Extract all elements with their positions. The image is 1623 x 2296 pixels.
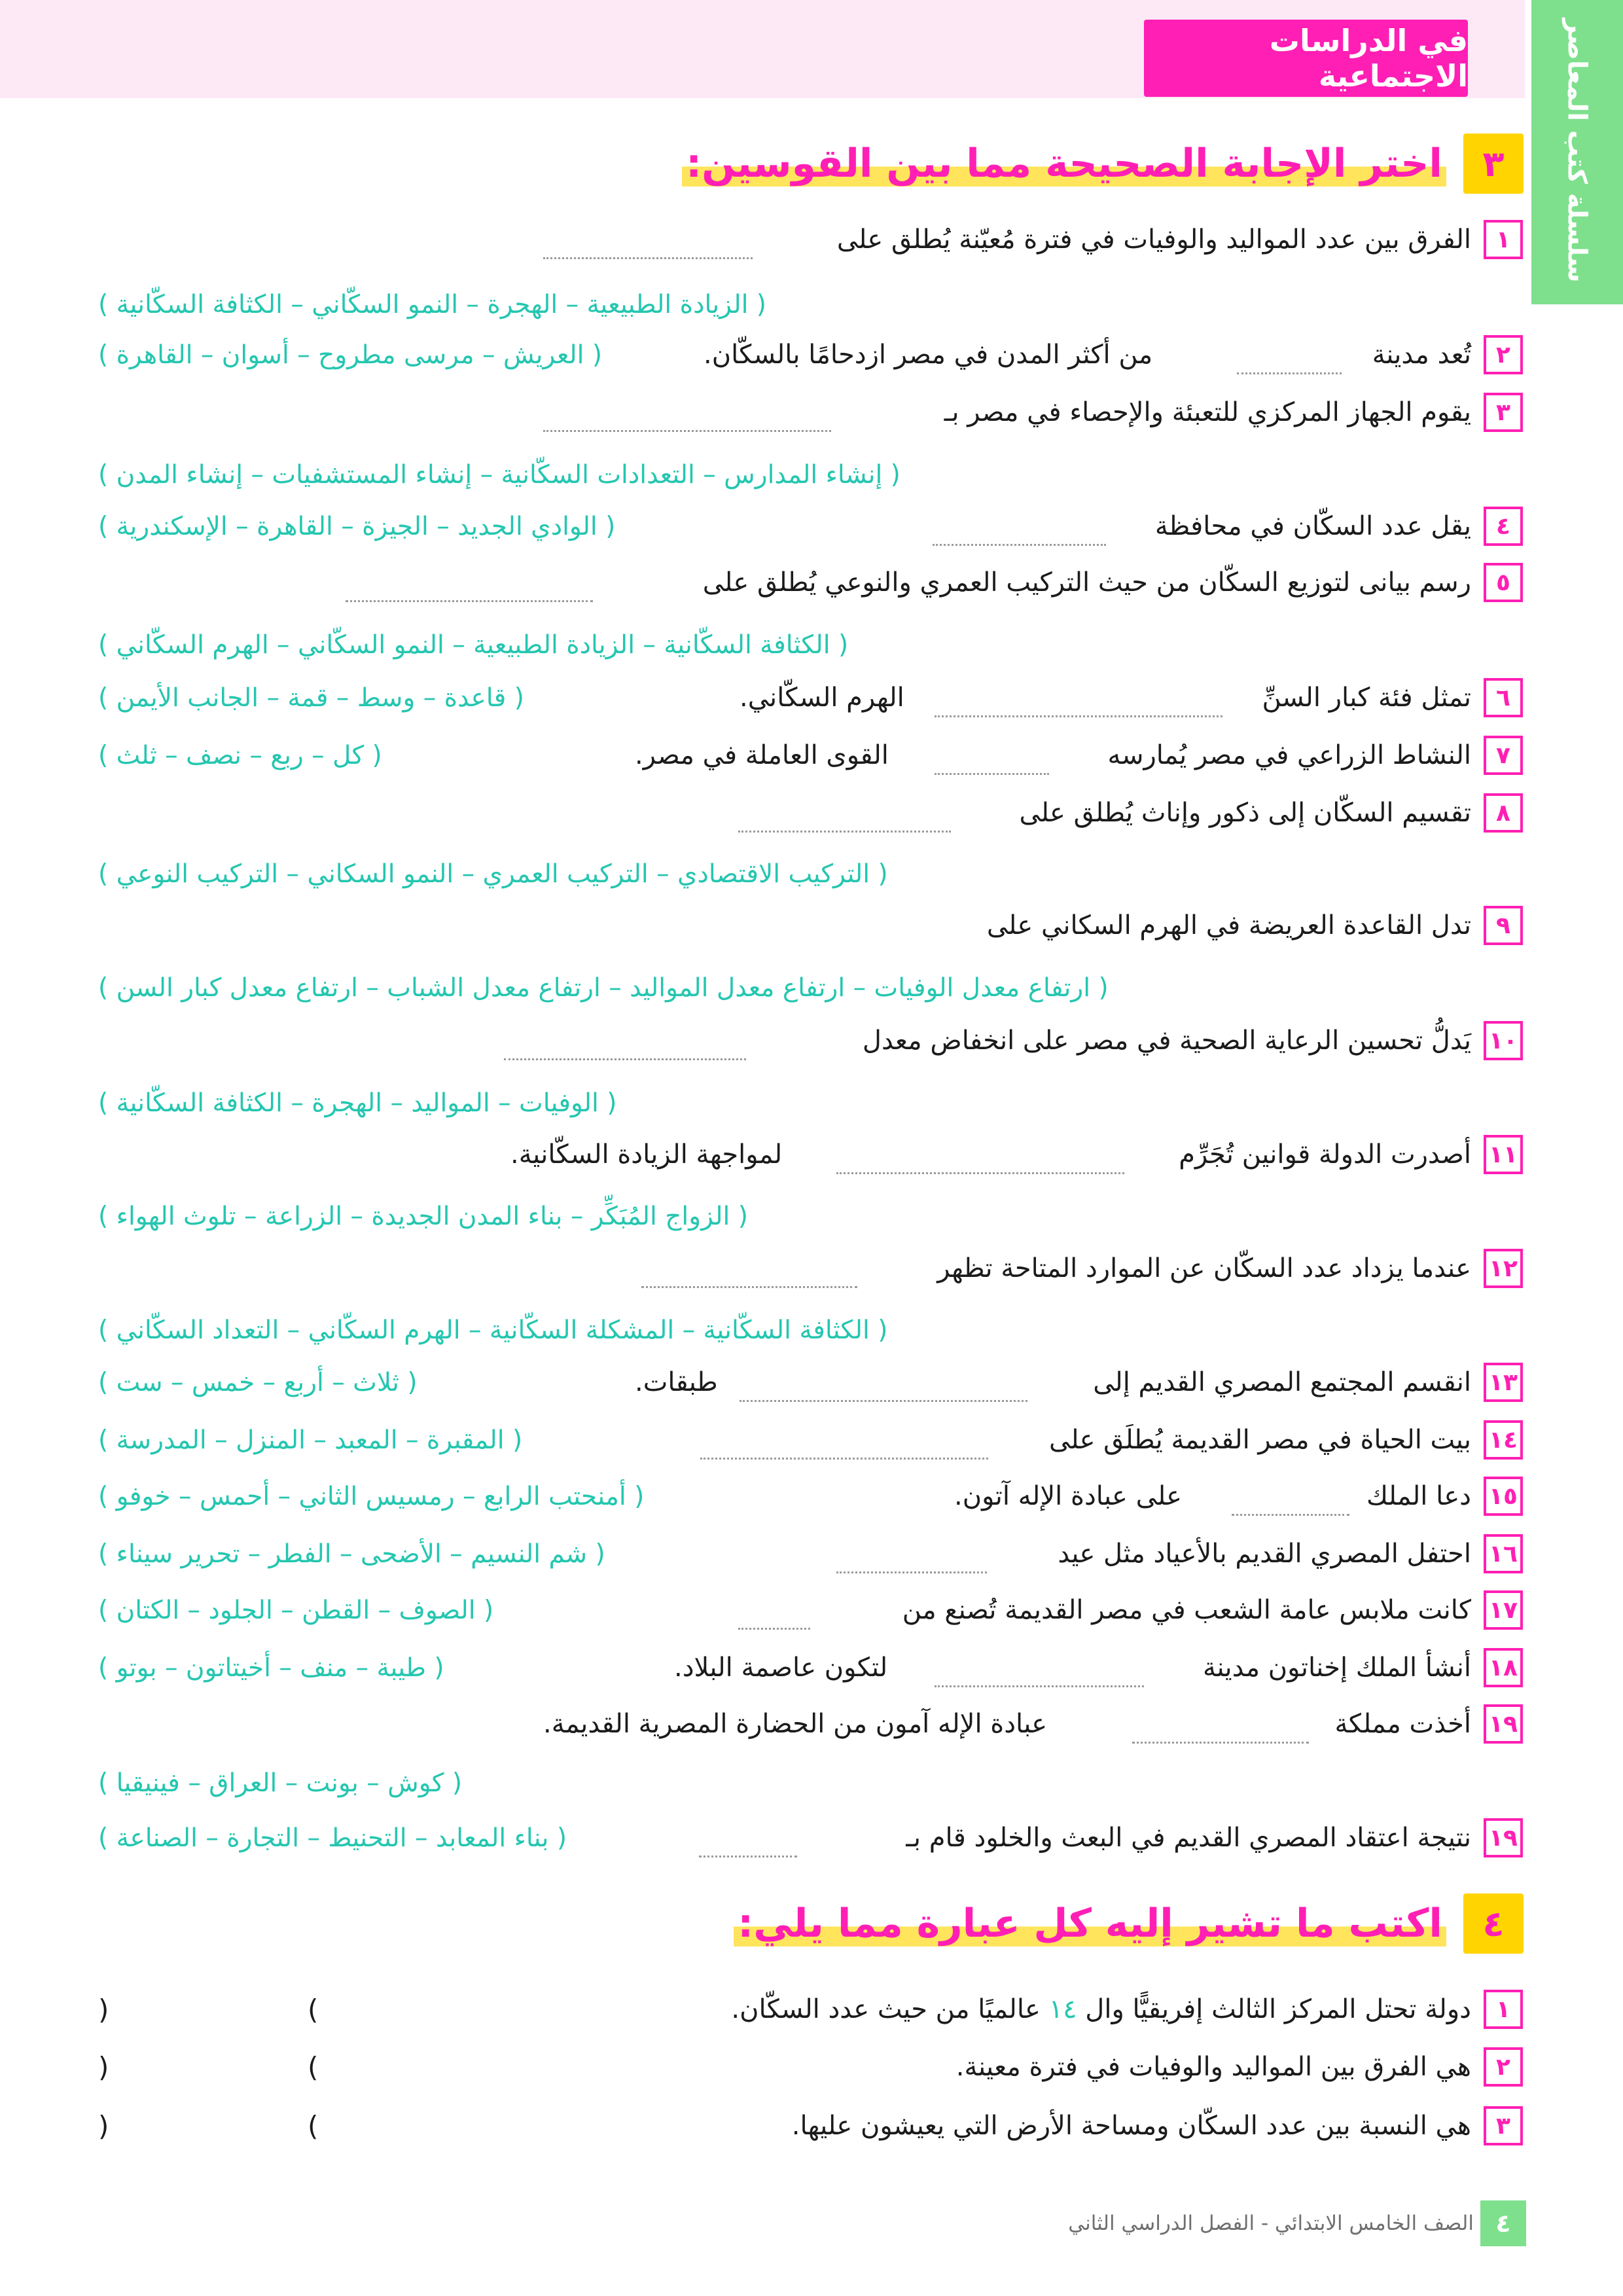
answer-blank[interactable] [1232, 1514, 1349, 1516]
brand-logo: سلسلة كتب المعاصر [1561, 18, 1592, 283]
answer-blank[interactable] [740, 1400, 1027, 1402]
question-number: ١٢ [1484, 1249, 1523, 1288]
answer-open-paren: ( [98, 2109, 109, 2142]
section3-number: ٣ [1463, 134, 1524, 194]
answer-blank[interactable] [543, 430, 831, 432]
question-number: ١٩ [1484, 1818, 1523, 1857]
answer-options: ( ثلاث – أربع – خمس – ست ) [98, 1367, 418, 1397]
question-number: ١٣ [1484, 1363, 1523, 1402]
answer-blank[interactable] [836, 1571, 987, 1573]
answer-options: ( الوادي الجديد – الجيزة – القاهرة – الإسكندرية ) [98, 511, 616, 541]
answer-blank[interactable] [1132, 1742, 1309, 1744]
question-number: ٨ [1484, 793, 1523, 833]
answer-options: ( الصوف – القطن – الجلود – الكتان ) [98, 1595, 494, 1625]
question-number: ١٥ [1484, 1477, 1523, 1516]
answer-options: ( الزواج المُبَكِّر – بناء المدن الجديدة – الزراعة – تلوث الهواء ) [98, 1201, 748, 1231]
answer-options: ( الوفيات – المواليد – الهجرة – الكثافة السكّانية ) [98, 1088, 617, 1118]
answer-options: ( كل – ربع – نصف – ثلث ) [98, 740, 382, 770]
question-text: أخذت مملكة [1334, 1709, 1471, 1739]
answer-options: ( طيبة – منف – أخيتاتون – بوتو ) [98, 1653, 444, 1683]
answer-blank[interactable] [699, 1856, 797, 1857]
item-text-part: عالميًا من حيث عدد السكّان. [731, 1994, 1041, 2024]
answer-options: ( ارتفاع معدل الوفيات – ارتفاع معدل المواليد – ارتفاع معدل الشباب – ارتفاع معدل كبار السن ) [98, 973, 1109, 1003]
page-number: ٤ [1480, 2200, 1526, 2246]
question-number: ٥ [1484, 563, 1523, 602]
answer-options: ( بناء المعابد – التحنيط – التجارة – الصناعة ) [98, 1823, 567, 1853]
question-text: بيت الحياة في مصر القديمة يُطلَق على [1049, 1425, 1471, 1455]
answer-close-paren: ) [308, 2109, 319, 2142]
item-number: ٢ [1484, 2047, 1523, 2087]
question-number: ٩ [1484, 906, 1523, 945]
question-text: طبقات. [635, 1367, 718, 1397]
answer-blank[interactable] [738, 831, 951, 833]
question-number: ١٠ [1484, 1021, 1523, 1060]
question-text: تدل القاعدة العريضة في الهرم السكاني على [986, 910, 1471, 941]
answer-blank[interactable] [836, 1172, 1124, 1174]
question-number: ١٤ [1484, 1420, 1523, 1460]
answer-blank[interactable] [1237, 372, 1342, 374]
item-text: هي الفرق بين المواليد والوفيات في فترة معينة. [955, 2052, 1471, 2082]
answer-blank[interactable] [543, 257, 753, 259]
question-text: النشاط الزراعي في مصر يُمارسه [1107, 740, 1471, 770]
question-text: من أكثر المدن في مصر ازدحامًا بالسكّان. [704, 340, 1153, 370]
section3-heading [686, 134, 1524, 194]
item-text [731, 1986, 1471, 2032]
question-text: القوى العاملة في مصر. [635, 740, 889, 770]
item-highlight-number: ١٤ [1048, 1994, 1077, 2024]
answer-options: ( قاعدة – وسط – قمة – الجانب الأيمن ) [98, 683, 524, 713]
question-number: ٧ [1484, 736, 1523, 775]
question-text: الهرم السكّاني. [740, 683, 904, 713]
answer-open-paren: ( [98, 2051, 109, 2083]
question-text: يقل عدد السكّان في محافظة [1154, 511, 1471, 541]
answer-blank[interactable] [935, 1685, 1144, 1687]
question-number: ١٨ [1484, 1648, 1523, 1687]
section4-heading [738, 1893, 1524, 1954]
brand-side-tab [1531, 0, 1623, 304]
question-text: احتفل المصري القديم بالأعياد مثل عيد [1058, 1539, 1471, 1569]
answer-options: ( أمنحتب الرابع – رمسيس الثاني – أحمس – خوفو ) [98, 1481, 645, 1511]
item-text: هي النسبة بين عدد السكّان ومساحة الأرض التي يعيشون عليها. [791, 2111, 1471, 2141]
item-number: ١ [1484, 1990, 1523, 2029]
question-text: تُعد مدينة [1372, 340, 1471, 370]
question-text: انقسم المجتمع المصري القديم إلى [1093, 1367, 1471, 1397]
answer-options: ( الكثافة السكّانية – المشكلة السكّانية – الهرم السكّاني – التعداد السكّاني ) [98, 1315, 888, 1345]
answer-options: ( الزيادة الطبيعية – الهجرة – النمو السكّاني – الكثافة السكّانية ) [98, 289, 767, 319]
footer-text: الصف الخامس الابتدائي - الفصل الدراسي الثاني [1068, 2212, 1474, 2235]
question-text: تمثل فئة كبار السنِّ [1262, 683, 1471, 713]
answer-blank[interactable] [504, 1058, 746, 1060]
question-number: ١٩ [1484, 1704, 1523, 1744]
question-text: لتكون عاصمة البلاد. [674, 1653, 888, 1683]
question-number: ٤ [1484, 507, 1523, 546]
question-number: ١٧ [1484, 1590, 1523, 1630]
question-text: أصدرت الدولة قوانين تُجَرِّم [1179, 1139, 1471, 1170]
question-number: ١١ [1484, 1135, 1523, 1174]
answer-blank[interactable] [935, 773, 1049, 775]
question-number: ١٦ [1484, 1534, 1523, 1573]
question-text: دعا الملك [1366, 1481, 1471, 1511]
question-number: ٦ [1484, 678, 1523, 717]
answer-options: ( المقبرة – المعبد – المنزل – المدرسة ) [98, 1425, 523, 1455]
answer-options: ( شم النسيم – الأضحى – الفطر – تحرير سيناء ) [98, 1539, 605, 1569]
answer-options: ( إنشاء المدارس – التعدادات السكّانية – إنشاء المستشفيات – إنشاء المدن ) [98, 459, 901, 490]
question-text: رسم بيانى لتوزيع السكّان من حيث التركيب العمري والنوعي يُطلق على [702, 567, 1471, 598]
answer-blank[interactable] [738, 1628, 810, 1630]
question-text: يَدلُّ تحسين الرعاية الصحية في مصر على انخفاض معدل [862, 1026, 1471, 1056]
answer-close-paren: ) [308, 2051, 319, 2083]
answer-blank[interactable] [935, 715, 1222, 717]
answer-options: ( العريش – مرسى مطروح – أسوان – القاهرة ) [98, 340, 603, 370]
question-text: على عبادة الإله آتون. [954, 1481, 1183, 1511]
answer-options: ( التركيب الاقتصادي – التركيب العمري – النمو السكاني – التركيب النوعي ) [98, 859, 888, 889]
item-number: ٣ [1484, 2106, 1523, 2145]
section4-number: ٤ [1463, 1893, 1524, 1954]
question-text: عندما يزداد عدد السكّان عن الموارد المتاحة تظهر [937, 1253, 1471, 1283]
answer-blank[interactable] [346, 600, 593, 602]
question-text: أنشأ الملك إخناتون مدينة [1203, 1653, 1471, 1683]
question-text: عبادة الإله آمون من الحضارة المصرية القديمة. [543, 1709, 1048, 1739]
answer-open-paren: ( [98, 1993, 109, 2026]
item-text-part: دولة تحتل المركز الثالث إفريقيًّا وال [1085, 1994, 1471, 2024]
answer-blank[interactable] [641, 1286, 857, 1288]
question-text: نتيجة اعتقاد المصري القديم في البعث والخلود قام بـ [906, 1823, 1471, 1853]
answer-blank[interactable] [933, 544, 1106, 546]
answer-options: ( الكثافة السكّانية – الزيادة الطبيعية – النمو السكّاني – الهرم السكّاني ) [98, 630, 849, 660]
question-text: لمواجهة الزيادة السكّانية. [510, 1139, 783, 1170]
question-text: كانت ملابس عامة الشعب في مصر القديمة تُصنع من [902, 1595, 1471, 1625]
question-text: الفرق بين عدد المواليد والوفيات في فترة مُعيّنة يُطلق على [836, 224, 1471, 255]
section3-title: اختر الإجابة الصحيحة مما بين القوسين: [682, 134, 1446, 194]
question-number: ٢ [1484, 335, 1523, 374]
subject-header-tag: في الدراسات الاجتماعية [1144, 20, 1468, 97]
answer-close-paren: ) [308, 1993, 319, 2026]
question-number: ١ [1484, 220, 1523, 259]
question-text: يقوم الجهاز المركزي للتعبئة والإحصاء في مصر بـ [944, 397, 1471, 427]
section4-title: اكتب ما تشير إليه كل عبارة مما يلي: [734, 1893, 1446, 1954]
answer-blank[interactable] [700, 1458, 988, 1460]
question-text: تقسيم السكّان إلى ذكور وإناث يُطلق على [1019, 798, 1471, 828]
question-number: ٣ [1484, 393, 1523, 432]
answer-options: ( كوش – بونت – العراق – فينيقيا ) [98, 1768, 463, 1798]
